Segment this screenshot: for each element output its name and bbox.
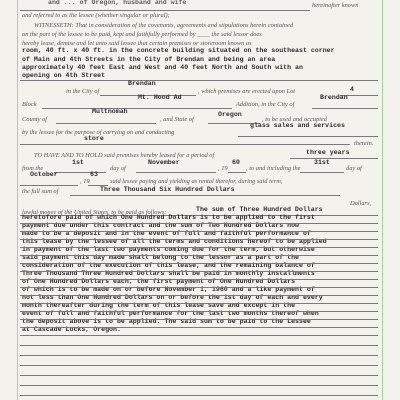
lot-value: 4 (350, 86, 354, 93)
payment-terms-line-5: this lease by the lessee of all the terms and conditions hereof to be applied (22, 238, 327, 245)
from-the-label: from the (22, 165, 44, 172)
state-value: Oregon (218, 111, 242, 118)
underline (20, 185, 78, 186)
underline (20, 327, 378, 328)
therein-label: therein. (354, 140, 374, 147)
payment-terms-line-1: The sum of Three Hundred Dollars (196, 206, 323, 213)
purpose-label: by the lessee for the purpose of carrying on and conducting (22, 129, 175, 136)
underline (20, 335, 378, 336)
day-of-label: day of (110, 165, 126, 172)
payment-terms-line-16: at Cascade Locks, Oregon. (22, 326, 121, 333)
term-period-value: three years (306, 149, 350, 156)
to-be-used-label: , to be used and occupied (262, 116, 327, 123)
start-day-value: 1st (72, 159, 84, 166)
underline (20, 255, 378, 256)
underline (20, 295, 378, 296)
addition-city-value: Brendan (320, 94, 348, 101)
witnesseth-clause: WITNESSETH: That in consideration of the covenants, agreements and stipulations herein contained (34, 22, 294, 29)
underline (20, 271, 378, 272)
left-margin-rule (17, 0, 18, 400)
underline (56, 123, 156, 124)
business-value: glass sales and services (250, 122, 345, 129)
payment-terms-line-7: said payment this day made shall belong to the lessor as a part of the (22, 254, 299, 261)
underline (20, 365, 378, 366)
right-margin-rule (382, 0, 383, 400)
premises-description-1: room, 40 ft. x 40 ft. in the concrete building situated on the southeast corner (22, 47, 335, 54)
premises-description-3: approximately 40 feet East and West and 40 feet North and South with an (22, 64, 303, 71)
payment-terms-line-3: payment due under this contract and the sum of Two Hundred Dollars now (22, 222, 299, 229)
underline (20, 239, 378, 240)
addition-value: Mt. Hood Ad (138, 94, 182, 101)
underline (54, 172, 106, 173)
in-city-label: in the City of (66, 88, 100, 95)
underline (20, 223, 378, 224)
start-year-value: 60 (232, 159, 240, 166)
underline (20, 319, 378, 320)
block-label: Block (22, 101, 37, 108)
payment-terms-line-8: consideration of the execution of this lease, and the remaining balance of (22, 262, 315, 269)
underline (20, 263, 378, 264)
full-sum-label: the full sum of (22, 188, 59, 195)
start-month-value: November (148, 159, 180, 166)
payment-terms-line-2: heretofore paid of which One Hundred Dollars is to be applied to the first (22, 214, 315, 221)
underline (20, 80, 378, 81)
underline (42, 108, 232, 109)
witnesseth-clause-3: hereby lease, demise and let unto said lessee that certain premises or storeroom known as (22, 40, 252, 47)
premises-description-4: opening on 4th Street (22, 72, 106, 79)
underline (136, 172, 216, 173)
habendum-clause: TO HAVE AND TO HOLD said premises hereby leased for a period of (34, 152, 215, 159)
end-month-value: October (30, 171, 58, 178)
payment-terms-line-15: the deposit above is to be applied. The said sum to be paid to the Lessee (22, 318, 311, 325)
including-label: , to and including the (246, 165, 301, 172)
addition-label: Addition, in the City of (236, 101, 295, 108)
premises-description-2: of Main and 4th Streets in the City of Brendan and being an area (22, 56, 276, 63)
underline (20, 279, 378, 280)
county-label: County of (22, 116, 48, 123)
state-label: , and State of (160, 116, 194, 123)
witnesseth-clause-2: on the part of the lessee to be paid, kept and faithfully performed by ____ the said lessor does (22, 31, 262, 38)
underline (20, 287, 378, 288)
underline (228, 172, 246, 173)
city-value: Brendan (128, 80, 156, 87)
underline (20, 144, 350, 145)
rent-label: said lessee paying and yielding as rental therefor, during said term, (110, 178, 283, 185)
underline (238, 136, 378, 137)
underline (300, 172, 344, 173)
underline (70, 195, 340, 196)
underline (20, 385, 378, 386)
day-of-label-2: day of (346, 165, 362, 172)
county-value: Multnomah (92, 108, 128, 115)
payment-terms-line-14: event of full and faithful performance for the last two months thereof when (22, 310, 319, 317)
underline (20, 247, 378, 248)
underline (20, 10, 310, 11)
underline (20, 311, 378, 312)
nineteen-label: , 19 (218, 165, 228, 172)
hereinafter-known-label: hereinafter known (312, 2, 359, 9)
underline (20, 395, 378, 396)
end-day-value: 31st (314, 159, 330, 166)
payment-terms-line-13: month thereafter during the term of this lease save and except in the (22, 302, 296, 309)
underline (20, 303, 378, 304)
payment-terms-line-10: of One Hundred Dollars each, the first payment of One Hundred Dollars (22, 278, 296, 285)
underline (20, 375, 378, 376)
payment-terms-line-6: in payment of the last two payments coming due for the term, but otherwise (22, 246, 315, 253)
full-sum-value: Three Thousand Six Hundred Dollars (100, 186, 235, 193)
dollars-label: Dollars, (350, 200, 372, 207)
underline (312, 108, 378, 109)
premises-erected-label: , which premises are erected upon Lot (198, 88, 296, 95)
payment-terms-line-11: of which is to be made on or before November 1, 1960 and a like payment of (22, 286, 315, 293)
payment-terms-line-9: Three Thousand Three Hundred Dollars shall be paid in monthly installments (22, 270, 315, 277)
payment-terms-line-12: not less than One Hundred Dollars on or before the 1st day of each and every (22, 294, 323, 301)
end-year-value: 63 (90, 171, 98, 178)
underline (20, 355, 378, 356)
underline (20, 345, 378, 346)
lessee-caption: and referred to as the lessee (whether singular or plural); (22, 12, 170, 19)
underline (20, 231, 378, 232)
lawful-money-label: lawful money of the United States, to be paid as follows: (22, 209, 167, 216)
business-value-2: store (84, 135, 104, 142)
underline (290, 158, 378, 159)
payment-terms-line-4: made to be a deposit and in the event of full and faithful performance of (22, 230, 311, 237)
nineteen-label-2: , 19 (80, 178, 90, 185)
lessee-names-line: and ... of Oregon, husband and wife (48, 0, 187, 6)
